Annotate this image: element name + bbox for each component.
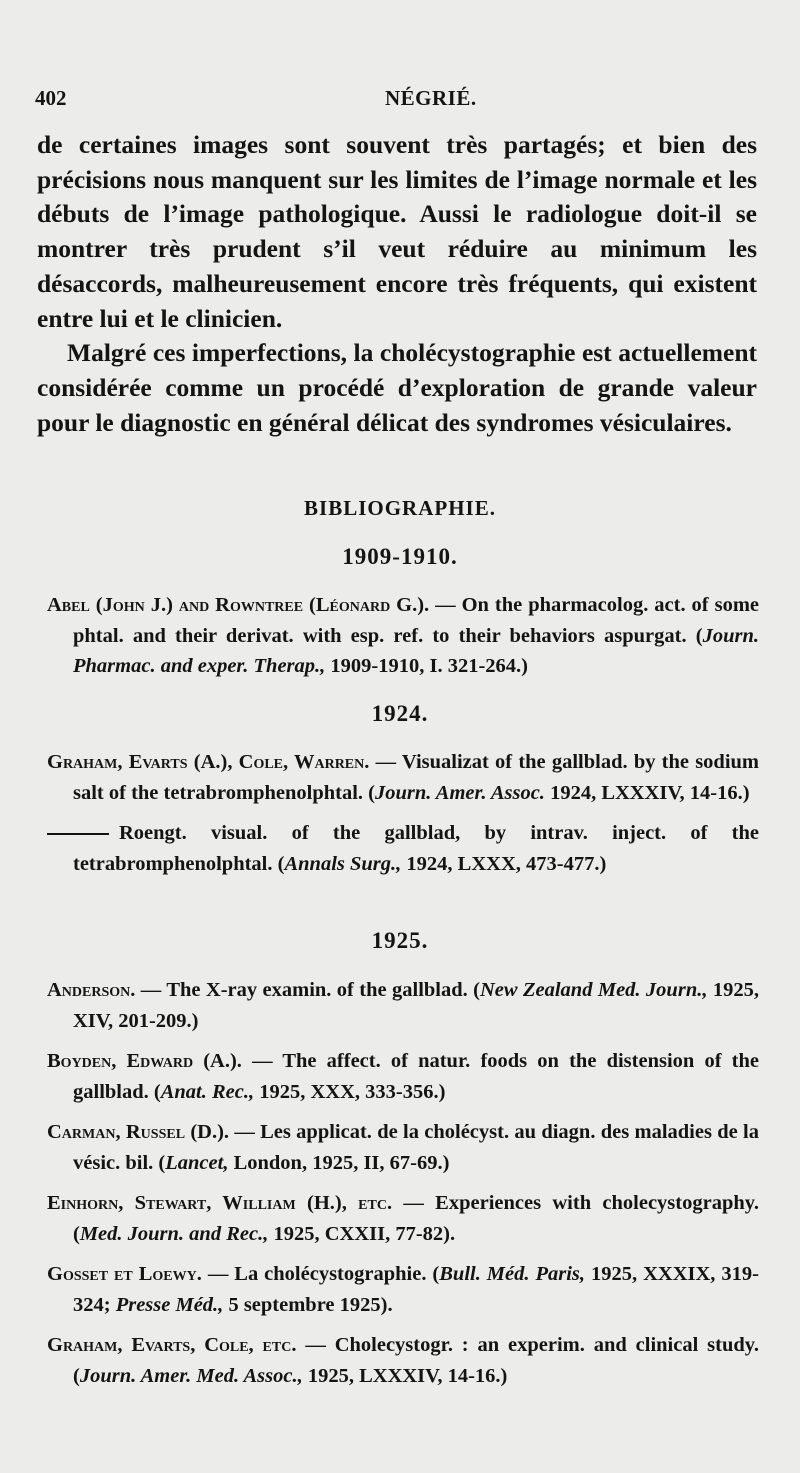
reference-journal: Journ. Pharmac. and exper. Therap., — [73, 624, 759, 677]
running-title: NÉGRIÉ. — [385, 86, 477, 110]
reference-journal: Lancet, — [165, 1151, 229, 1174]
reference-tail: 1925, LXXXIV, 14-16.) — [302, 1364, 508, 1387]
reference-tail: 1924, LXXXIV, 14-16.) — [544, 781, 750, 804]
reference-journal: Bull. Méd. Paris, — [439, 1263, 586, 1285]
paragraph: de certaines images sont souvent très partagés; et bien des précisions nous manquent sur les limites de l’image normale et les débuts de l’image pathologique. Aussi le radiologue doit-il se montrer très prudent s’il veut réduire au minimum les désaccords, malheureusement encore très fréquents, qui existent entre lui et le clinicien. — [37, 130, 757, 333]
reference-authors: Einhorn, Stewart, William (H.), etc. — [47, 1192, 393, 1214]
reference-list — [47, 747, 759, 889]
reference-entry — [47, 818, 759, 879]
bibliography-title: BIBLIOGRAPHIE. — [304, 496, 496, 520]
reference-journal-secondary: Presse Méd., — [115, 1293, 224, 1316]
reference-entry — [47, 975, 759, 1036]
reference-journal: Journ. Amer. Med. Assoc., — [79, 1364, 303, 1387]
year-heading: 1909-1910. — [342, 544, 458, 569]
reference-entry — [47, 1046, 759, 1107]
reference-journal: New Zealand Med. Journ., — [480, 979, 708, 1001]
reference-authors: Graham, Evarts, Cole, etc. — [47, 1334, 297, 1356]
year-heading: 1925. — [371, 928, 429, 953]
reference-entry — [47, 1259, 759, 1320]
reference-text: — The X-ray examin. of the gallblad. ( — [135, 979, 480, 1001]
reference-tail: 1925, XIV, 201-209.) — [73, 979, 759, 1032]
reference-text: — On the pharmacolog. act. of some phtal. and their derivat. with esp. ref. to their behaviors aspurgat. ( — [73, 594, 759, 647]
reference-journal: Anat. Rec., — [160, 1080, 255, 1103]
reference-text: Roengt. visual. of the gallblad, by intrav. inject. of the tetrabromphenolphtal. ( — [73, 822, 759, 875]
reference-entry — [47, 590, 759, 682]
reference-text: — La cholécystographie. ( — [201, 1263, 440, 1285]
reference-tail: 1909-1910, I. 321-264.) — [325, 655, 528, 677]
reference-entry — [47, 1117, 759, 1178]
reference-tail: London, 1925, II, 67-69.) — [228, 1151, 450, 1174]
reference-list — [47, 975, 759, 1401]
reference-authors: Abel (John J.) and Rowntree (Léonard G.). — [47, 594, 430, 616]
reference-tail: 1925, CXXII, 77-82). — [268, 1222, 456, 1245]
paragraph: Malgré ces imperfections, la cholécystographie est actuellement considérée comme un procédé d’exploration de grande valeur pour le diagnostic en général délicat des syndromes vésiculaires. — [37, 338, 757, 437]
reference-journal: Journ. Amer. Assoc. — [375, 781, 545, 804]
reference-authors: Gosset et Loewy. — [47, 1263, 202, 1285]
reference-entry — [47, 1188, 759, 1249]
reference-text: — Visualizat of the gallblad. by the sodium salt of the tetrabromphenolphtal. ( — [73, 751, 760, 804]
year-heading: 1924. — [371, 701, 429, 726]
reference-authors: Boyden, Edward (A.). — [47, 1050, 242, 1072]
ditto-dash — [47, 833, 109, 835]
reference-tail: 1924, LXXX, 473-477.) — [401, 852, 607, 875]
reference-text: — The affect. of natur. foods on the distension of the gallblad. ( — [73, 1050, 759, 1103]
reference-tail: 1925, XXX, 333-356.) — [254, 1080, 446, 1103]
reference-list — [47, 590, 759, 692]
page-header — [35, 86, 755, 116]
reference-journal: Annals Surg., — [284, 852, 402, 875]
reference-text: — Experiences with cholecystography. ( — [73, 1192, 759, 1245]
body-text — [37, 128, 757, 440]
reference-text: — Cholecystogr. : an experim. and clinical study. ( — [73, 1334, 759, 1387]
reference-entry — [47, 1330, 759, 1391]
reference-text: — Les applicat. de la cholécyst. au diagn. des maladies de la vésic. bil. ( — [73, 1121, 759, 1174]
reference-journal: Med. Journ. and Rec., — [79, 1222, 269, 1245]
reference-entry — [47, 747, 759, 808]
page-number: 402 — [35, 86, 67, 110]
reference-authors: Carman, Russel (D.). — [47, 1121, 230, 1143]
reference-authors: Anderson. — [47, 979, 136, 1001]
reference-authors: Graham, Evarts (A.), Cole, Warren. — [47, 751, 370, 773]
reference-tail: 1925, XXXIX, 319-324; — [73, 1263, 759, 1316]
reference-tail-secondary: 5 septembre 1925). — [223, 1293, 393, 1316]
